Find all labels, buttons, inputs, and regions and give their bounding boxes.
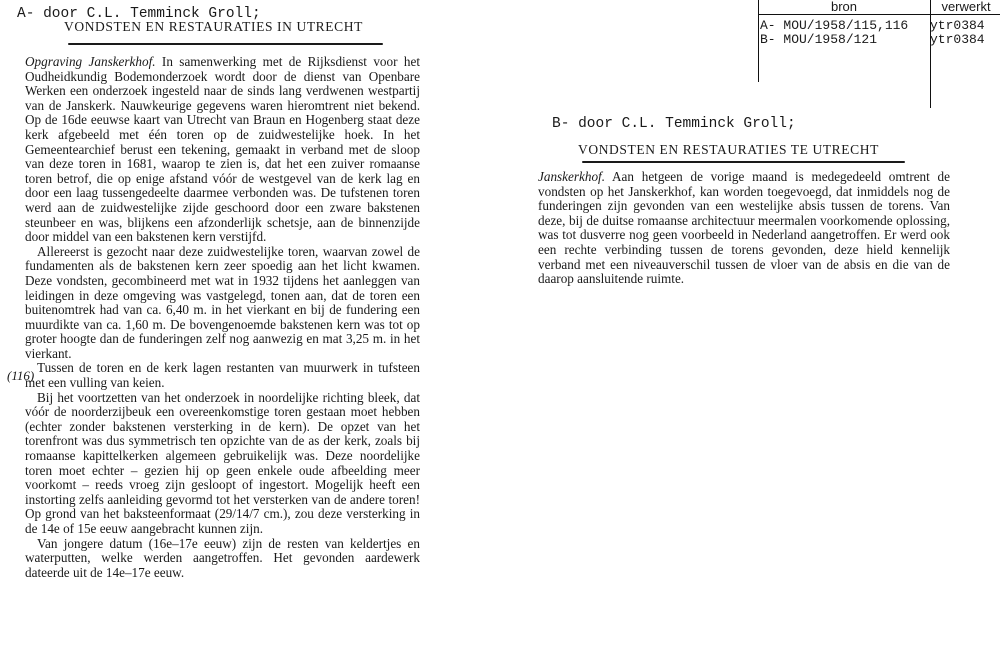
paragraph-text: Aan hetgeen de vorige maand is medegedeeld omtrent de vondsten op het Janskerkhof, kan worden toegevoegd, dat inmiddels nog de funderingen zijn gevonden van een westelijke absis tussen de torens. Van deze, bij de duitse romaanse architectuur meermalen voorkomende oplossing, was tot dusverre nog geen voorbeeld in Nederland aangetroffen. Er werd ook een rechte verbinding tussen de torens gevonden, deze hield kennelijk verband met een niveauverschil tussen de vloer van de absis en die van de daarop aansluitende ruimte.: [538, 169, 950, 287]
table-row: [760, 18, 985, 33]
title-rule: [582, 161, 905, 163]
article-a-body: [25, 55, 420, 580]
article-a-title: VONDSTEN EN RESTAURATIES IN UTRECHT: [64, 19, 363, 34]
table-row: [760, 32, 985, 47]
paragraph-text: Allereerst is gezocht naar deze zuidwestelijke toren, waarvan zowel de fundamenten als de bakstenen kern zeer spoedig aan het licht kwamen. Deze vondsten, gecombineerd met wat in 1932 tijdens het aanleggen van leidingen in deze omgeving was vastgelegd, tonen aan, dat de toren een buitenomtrek had van ca. 6,40 m. in het vierkant en bij de fundering een muurdikte van ca. 1,60 m. De bovengenoemde bakstenen kern was tot op groter hoogte dan de funderingen zelf nog aanwezig en mat 3,25 m. in het vierkant.: [25, 243, 420, 361]
paragraph-text: Van jongere datum (16e–17e eeuw) zijn de resten van keldertjes en waterputten, welke werden aangetroffen. Het gevonden aardewerk dateerde uit de 14e–17e eeuw.: [25, 535, 420, 580]
paragraph: [25, 245, 420, 362]
table-column-divider: [930, 0, 931, 108]
paragraph: [25, 55, 420, 245]
title-rule: [68, 43, 383, 45]
paragraph: [25, 361, 420, 390]
table-header-divider: [758, 14, 1000, 15]
paragraph: [538, 170, 950, 287]
paragraph-lead: Janskerkhof.: [538, 169, 606, 184]
article-b-title: VONDSTEN EN RESTAURATIES TE UTRECHT: [578, 142, 879, 157]
paragraph-lead: Opgraving Janskerkhof.: [25, 54, 156, 69]
source-table: [758, 0, 1000, 108]
column-header-bron: bron: [830, 0, 858, 14]
handwritten-margin-note: (116): [7, 368, 35, 383]
cell-verwerkt: ytr0384: [930, 18, 985, 33]
cell-bron: A- MOU/1958/115,116: [760, 18, 909, 33]
article-b-body: [538, 170, 950, 287]
article-b-author-line: B- door C.L. Temminck Groll;: [552, 116, 796, 132]
paragraph: [25, 391, 420, 537]
cell-verwerkt: ytr0384: [930, 32, 985, 47]
paragraph-text: In samenwerking met de Rijksdienst voor het Oudheidkundig Bodemonderzoek wordt door de dienst van Openbare Werken een onderzoek ingesteld naar de sinds lang verdwenen westpartij van de Janskerk. Nauwkeurige gegevens waren hieromtrent niet bekend. Op de 16de eeuwse kaart van Utrecht van Braun en Hogenberg staat deze kerk afgebeeld met één toren op de zuidwestelijke hoek. In het Gemeentearchief berust een tekening, gemaakt in verband met de sloop van deze toren in 1681, waarop te zien is, dat het een zuiver romaanse toren betrof, die op enige afstand vóór de westgevel van de kerk lag en door een laag tussengedeelte daarmee verbonden was. De tufstenen toren werd aan de zuidwestelijke zijde geschoord door een zware bakstenen steunbeer en was, blijkens een afzonderlijk schetsje, aan de binnenzijde door middel van een bakstenen kern verstijfd.: [25, 54, 420, 245]
paragraph: [25, 537, 420, 581]
column-header-verwerkt: verwerkt: [941, 0, 991, 14]
cell-bron: B- MOU/1958/121: [760, 32, 878, 47]
paragraph-text: Tussen de toren en de kerk lagen restanten van muurwerk in tufsteen met een vulling van keien.: [25, 360, 420, 391]
article-a-author-line: A- door C.L. Temminck Groll;: [17, 6, 261, 22]
paragraph-text: Bij het voortzetten van het onderzoek in noordelijke richting bleek, dat vóór de noorderzijbeuk een overeenkomstige toren gestaan moet hebben (echter zonder bakstenen versterking in de kern). De opzet van het torenfront was dus symmetrisch ten opzichte van de as der kerk, zoals bij romaanse kapittelkerken algemeen gebruikelijk was. Deze noordelijke toren moet echter – gezien hij op geen enkele oude afbeelding meer voorkomt – reeds vroeg zijn gesloopt of ingestort. Mogelijk heeft een instorting zelfs aanleiding gevormd tot het versterken van de andere toren! Op grond van het baksteenformaat (29/14/7 cm.), zou deze versterking in de 14e of 15e eeuw aangebracht kunnen zijn.: [25, 389, 420, 536]
